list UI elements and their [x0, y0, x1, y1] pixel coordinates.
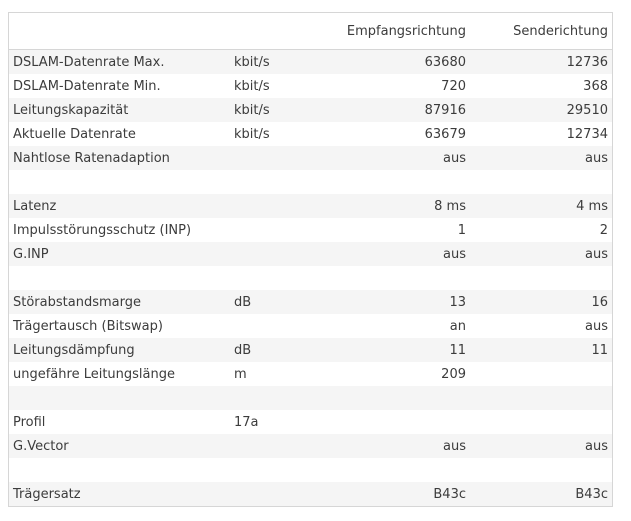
table-row: [9, 74, 612, 98]
row-downstream-value: 63680: [424, 54, 466, 70]
row-label: Leitungsdämpfung: [13, 342, 135, 358]
row-label: Trägertausch (Bitswap): [13, 318, 163, 334]
row-upstream-value: aus: [585, 438, 608, 454]
row-unit: kbit/s: [234, 102, 270, 118]
row-unit: dB: [234, 342, 252, 358]
table-body: [9, 50, 612, 506]
table-row: [9, 482, 612, 506]
row-upstream-value: aus: [585, 246, 608, 262]
row-upstream-value: 368: [583, 78, 608, 94]
row-label: DSLAM-Datenrate Max.: [13, 54, 165, 70]
row-unit: m: [234, 366, 247, 382]
row-downstream-value: aus: [443, 438, 466, 454]
table-row: [9, 290, 612, 314]
table-row: [9, 314, 612, 338]
table-row: [9, 98, 612, 122]
table-row: [9, 170, 612, 194]
table-row: [9, 266, 612, 290]
row-unit: kbit/s: [234, 126, 270, 142]
row-upstream-value: 12734: [566, 126, 608, 142]
table-row: [9, 146, 612, 170]
row-unit: kbit/s: [234, 78, 270, 94]
dsl-info-table: [8, 12, 613, 507]
row-label: Trägersatz: [13, 486, 81, 502]
table-row: [9, 362, 612, 386]
row-downstream-value: 209: [441, 366, 466, 382]
table-row: [9, 242, 612, 266]
row-label: G.Vector: [13, 438, 69, 454]
row-downstream-value: aus: [443, 150, 466, 166]
row-label: Leitungskapazität: [13, 102, 129, 118]
row-downstream-value: 87916: [424, 102, 466, 118]
row-label: Impulsstörungsschutz (INP): [13, 222, 192, 238]
table-row: [9, 194, 612, 218]
row-upstream-value: aus: [585, 150, 608, 166]
row-downstream-value: B43c: [433, 486, 466, 502]
table-row: [9, 386, 612, 410]
row-downstream-value: 13: [449, 294, 466, 310]
row-downstream-value: 1: [457, 222, 466, 238]
row-upstream-value: B43c: [575, 486, 608, 502]
row-unit: dB: [234, 294, 252, 310]
table-row: [9, 122, 612, 146]
row-label: Störabstandsmarge: [13, 294, 141, 310]
table-row: [9, 458, 612, 482]
row-upstream-value: 29510: [566, 102, 608, 118]
row-upstream-value: 11: [591, 342, 608, 358]
row-unit: kbit/s: [234, 54, 270, 70]
row-downstream-value: an: [449, 318, 466, 334]
row-upstream-value: 2: [599, 222, 608, 238]
table-row: [9, 218, 612, 242]
table-row: [9, 434, 612, 458]
row-downstream-value: 63679: [424, 126, 466, 142]
row-upstream-value: 4 ms: [576, 198, 608, 214]
row-upstream-value: 16: [591, 294, 608, 310]
row-label: DSLAM-Datenrate Min.: [13, 78, 161, 94]
row-label: Aktuelle Datenrate: [13, 126, 136, 142]
table-row: [9, 50, 612, 74]
row-label: Nahtlose Ratenadaption: [13, 150, 170, 166]
header-downstream: Empfangsrichtung: [346, 23, 466, 39]
row-label: G.INP: [13, 246, 49, 262]
row-downstream-value: 720: [441, 78, 466, 94]
table-header: [9, 13, 612, 50]
row-label: Latenz: [13, 198, 57, 214]
table-row: [9, 410, 612, 434]
header-upstream: Senderichtung: [513, 23, 608, 39]
row-label: ungefähre Leitungslänge: [13, 366, 175, 382]
row-downstream-value: 8 ms: [434, 198, 466, 214]
row-downstream-value: 11: [449, 342, 466, 358]
row-upstream-value: aus: [585, 318, 608, 334]
row-label: Profil: [13, 414, 46, 430]
row-downstream-value: aus: [443, 246, 466, 262]
row-upstream-value: 12736: [566, 54, 608, 70]
table-row: [9, 338, 612, 362]
row-unit: 17a: [234, 414, 259, 430]
